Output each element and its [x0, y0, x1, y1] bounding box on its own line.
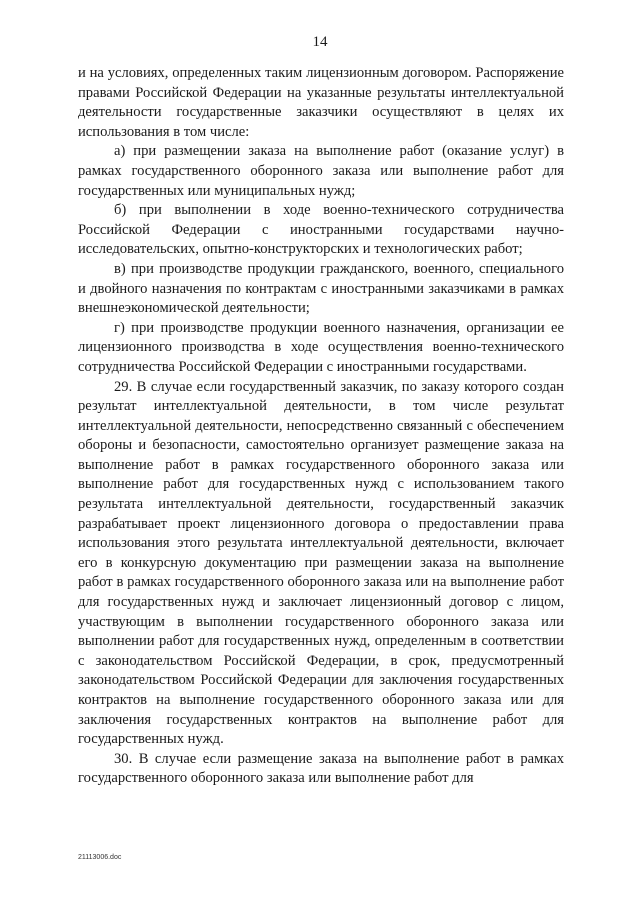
paragraph-30: 30. В случае если размещение заказа на выполнение работ в рамках государственного оборонного заказа или выполнение работ для: [78, 750, 564, 787]
paragraph-continuation: и на условиях, определенных таким лицензионным договором. Распоряжение правами Российской Федерации на указанные результаты интеллектуальной деятельности государственные заказчики осуществляют в целях их использования в том числе:: [78, 65, 564, 140]
list-item-g: г) при производстве продукции военного назначения, организации ее лицензионного производства в ходе осуществления военно-технического сотрудничества Российской Федерации с иностранными государствами.: [78, 319, 564, 375]
list-item-a: а) при размещении заказа на выполнение работ (оказание услуг) в рамках государственного оборонного заказа или выполнение работ для государственных или муниципальных нужд;: [78, 143, 564, 199]
list-item-v: в) при производстве продукции гражданского, военного, специального и двойного назначения по контрактам с иностранными заказчиками в рамках внешнеэкономической деятельности;: [78, 260, 564, 317]
paragraph-29: 29. В случае если государственный заказчик, по заказу которого создан результат интеллектуальной деятельности, в том числе результат интеллектуальной деятельности, непосредственно связанный с обеспечением обороны и безопасности, самостоятельно организует размещение заказа на выполнение работ в рамках государственного оборонного заказа или выполнение работ для государственных нужд с использованием такого результата интеллектуальной деятельности, государственный заказчик разрабатывает проект лицензионного договора о предоставлении права использования этого результата интеллектуальной деятельности, включает его в конкурсную документацию при размещении заказа на выполнение работ в рамках государственного оборонного заказа или на выполнение работ для государственных нужд и заключает лицензионный договор с лицом, участвующим в выполнении государственного оборонного заказа или выполнении работ для государственных нужд, определенным в соответствии с законодательством Российской Федерации, в срок, предусмотренный законодательством Российской Федерации для заключения государственных контрактов на выполнение государственного оборонного заказа или для заключения государственных контрактов на выполнение работ для государственных нужд.: [78, 378, 564, 748]
document-body: [78, 64, 564, 789]
page-number: 14: [312, 34, 328, 50]
document-filename: 21113006.doc: [78, 854, 122, 861]
list-item-b: б) при выполнении в ходе военно-технического сотрудничества Российской Федерации с иностранными государствами научно-исследовательских, опытно-конструкторских и технологических работ;: [78, 202, 564, 258]
